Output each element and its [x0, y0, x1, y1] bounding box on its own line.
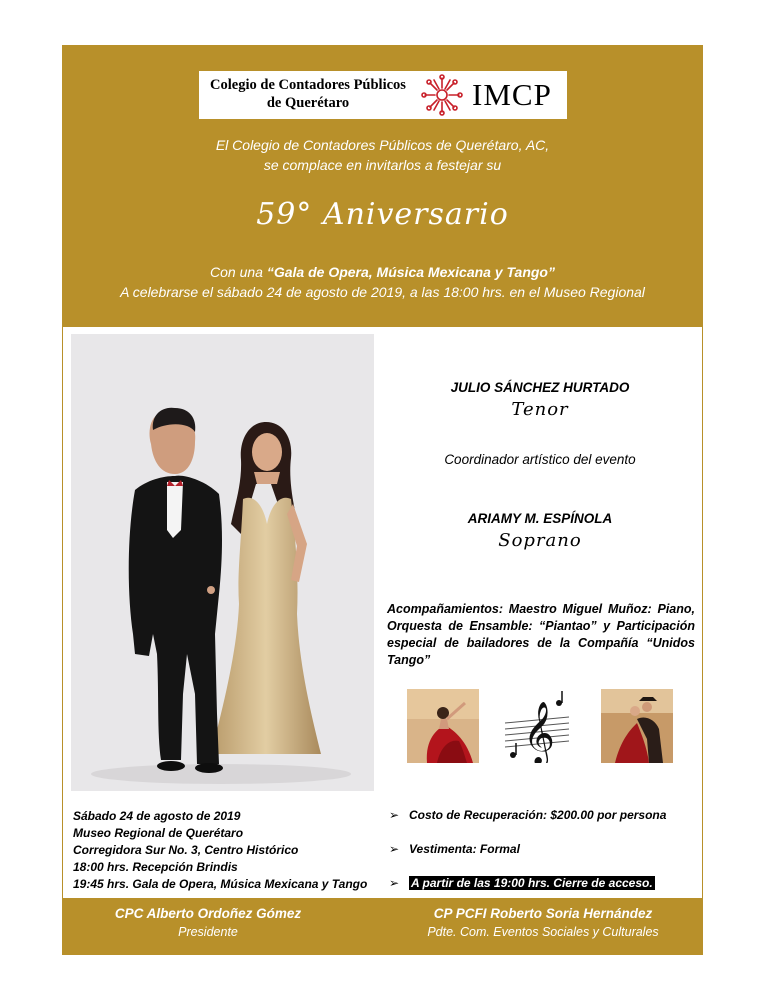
artist1-name: JULIO SÁNCHEZ HURTADO	[450, 380, 630, 395]
gala-title: “Gala de Opera, Música Mexicana y Tango”	[266, 264, 555, 280]
logo-line-1: Colegio de Contadores Públicos	[210, 77, 406, 93]
gala-prefix: Con una	[210, 264, 267, 280]
president-name: CPC Alberto Ordoñez Gómez	[114, 906, 302, 921]
logo	[199, 71, 567, 119]
arrow-bullet-icon: ➢	[389, 808, 400, 822]
intro-line-2: se complace en invitarlos a festejar su	[263, 157, 502, 173]
logo-line-2: de Querétaro	[266, 95, 350, 111]
event-gala-time: 19:45 hrs. Gala de Opera, Música Mexicana y Tango	[73, 877, 368, 891]
artist2-name: ARIAMY M. ESPÍNOLA	[467, 511, 613, 526]
committee-chair-name: CP PCFI Roberto Soria Hernández	[433, 906, 653, 921]
invitation-frame	[62, 45, 703, 955]
artist1-role: Tenor	[511, 399, 569, 420]
event-reception: 18:00 hrs. Recepción Brindis	[73, 860, 238, 874]
bullet-dress	[385, 842, 695, 860]
event-address: Corregidora Sur No. 3, Centro Histórico	[73, 843, 299, 857]
intro-text	[63, 135, 702, 175]
artist2-block	[385, 511, 695, 551]
arrow-bullet-icon: ➢	[389, 842, 400, 856]
flamenco-dancer-image	[407, 689, 479, 763]
access-text: A partir de las 19:00 hrs. Cierre de acceso.	[411, 876, 653, 890]
bullet-access	[385, 876, 695, 894]
tango-dancers-image	[601, 689, 673, 763]
accompaniment-text: Acompañamientos: Maestro Miguel Muñoz: Piano, Orquesta de Ensamble: “Piantao” y Participación especial de bailadores de la Compañía “Unidos Tango”	[387, 602, 695, 667]
event-venue: Museo Regional de Querétaro	[73, 826, 244, 840]
cost-text: Costo de Recuperación: $200.00 por persona	[409, 808, 667, 822]
svg-text:𝄞: 𝄞	[523, 701, 555, 763]
artist2-role: Soprano	[498, 530, 582, 551]
gala-line	[63, 262, 702, 282]
artist1-block	[385, 380, 695, 420]
bullet-cost	[385, 808, 695, 826]
intro-line-1: El Colegio de Contadores Públicos de Querétaro, AC,	[215, 137, 550, 153]
coordinator-block	[385, 452, 695, 467]
anniversary-title: 59° Aniversario	[256, 197, 509, 232]
treble-clef-icon	[501, 689, 573, 763]
event-date: Sábado 24 de agosto de 2019	[73, 809, 241, 823]
committee-chair-title: Pdte. Com. Eventos Sociales y Culturales	[427, 925, 659, 939]
header-banner	[63, 46, 702, 327]
president-title: Presidente	[178, 925, 238, 939]
arrow-bullet-icon: ➢	[389, 876, 400, 890]
gala-text	[63, 262, 702, 302]
logo-text	[203, 76, 413, 112]
signature-left	[83, 906, 333, 939]
event-details	[73, 808, 383, 893]
dress-text: Vestimenta: Formal	[409, 842, 520, 856]
imcp-emblem-icon	[419, 73, 465, 117]
signature-right	[393, 906, 693, 939]
celebration-line: A celebrarse el sábado 24 de agosto de 2019, a las 18:00 hrs. en el Museo Regional	[120, 284, 645, 300]
artists-photo	[71, 334, 374, 791]
coordinator-text: Coordinador artístico del evento	[444, 452, 636, 467]
footer-banner	[63, 898, 702, 954]
logo-acronym: IMCP	[472, 77, 552, 112]
